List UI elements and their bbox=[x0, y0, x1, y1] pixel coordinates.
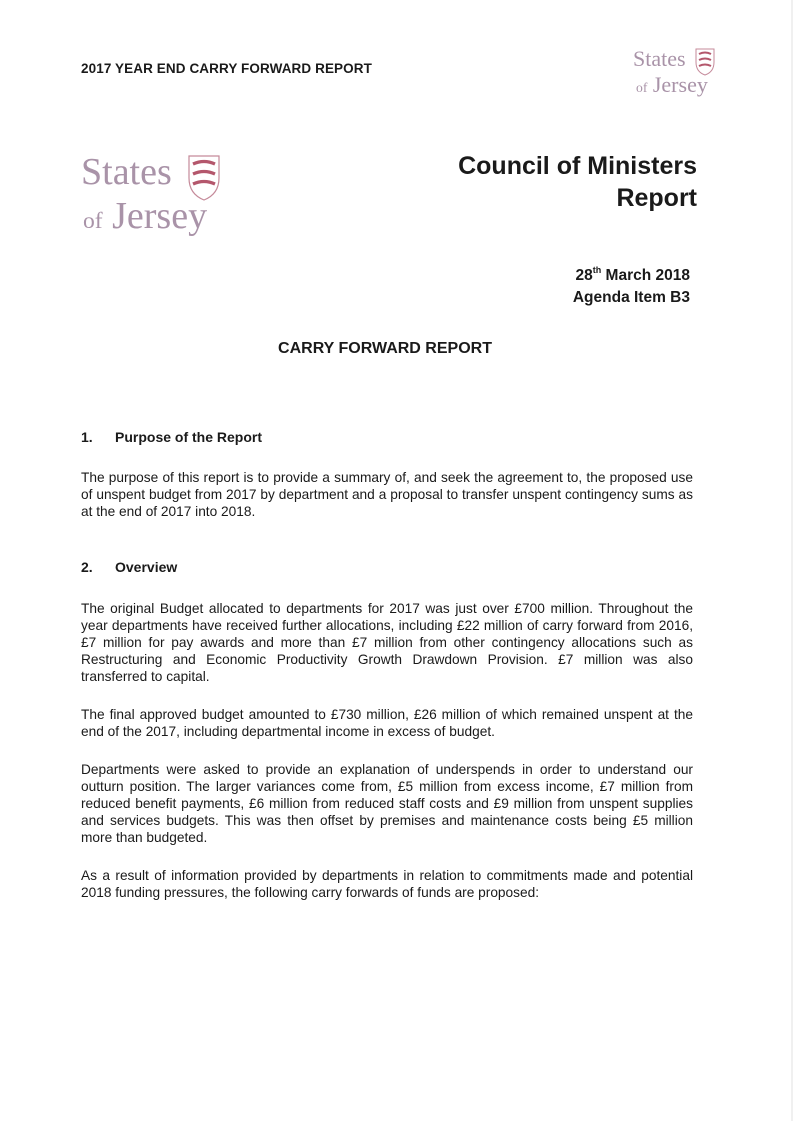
paragraph: Departments were asked to provide an explanation of underspends in order to understand our outturn position. The larger variances come from, £5 million from excess income, £7 million from reduced benefit payments, £6 million from reduced staff costs and £9 million from unspent supplies and services budgets. This was then offset by premises and maintenance costs being £5 million more than budgeted. bbox=[81, 762, 693, 845]
logo-of: of bbox=[83, 208, 103, 234]
logo-of: of bbox=[636, 80, 648, 95]
section-overview-body bbox=[81, 600, 693, 685]
date-month-year: March 2018 bbox=[601, 267, 690, 284]
meeting-date bbox=[573, 259, 690, 287]
section-heading bbox=[81, 429, 693, 445]
paragraph: The original Budget allocated to departments for 2017 was just over £700 million. Throughout the year departments have received further allocations, including £22 million of carry forward from 2016, £7 million for pay awards and more than £7 million from other contingency allocations such as Restructuring and Economic Productivity Growth Drawdown Provision. £7 million was also transferred to capital. bbox=[81, 601, 693, 684]
running-header: 2017 YEAR END CARRY FORWARD REPORT bbox=[81, 61, 372, 76]
section-heading bbox=[81, 559, 693, 575]
report-heading-line2: Report bbox=[616, 184, 697, 212]
logo-line-states: States bbox=[81, 151, 172, 193]
section-title: Purpose of the Report bbox=[115, 429, 263, 445]
section-purpose bbox=[81, 429, 693, 445]
logo-jersey: Jersey bbox=[652, 72, 708, 97]
logo-line-states: States bbox=[633, 46, 686, 71]
paragraph: The final approved budget amounted to £730 million, £26 million of which remained unspent at the end of the 2017, including departmental income in excess of budget. bbox=[81, 707, 693, 739]
section-overview-body bbox=[81, 761, 693, 846]
logo-jersey: Jersey bbox=[112, 195, 208, 237]
document-title: CARRY FORWARD REPORT bbox=[278, 340, 492, 357]
section-number: 2. bbox=[81, 559, 93, 575]
section-overview-body bbox=[81, 706, 693, 740]
date-suffix: th bbox=[592, 265, 602, 275]
crest-icon bbox=[695, 48, 715, 76]
crest-icon bbox=[187, 154, 221, 202]
report-heading bbox=[458, 150, 697, 214]
section-number: 1. bbox=[81, 429, 93, 445]
states-of-jersey-logo bbox=[81, 150, 251, 250]
paragraph: As a result of information provided by departments in relation to commitments made and potential 2018 funding pressures, the following carry forwards of funds are proposed: bbox=[81, 868, 693, 900]
meeting-meta bbox=[573, 259, 690, 309]
states-of-jersey-logo-small bbox=[633, 46, 723, 106]
date-day: 28 bbox=[575, 267, 593, 284]
paragraph: The purpose of this report is to provide a summary of, and seek the agreement to, the proposed use of unspent budget from 2017 by department and a proposal to transfer unspent contingency sums as at the end of 2017 into 2018. bbox=[81, 470, 693, 519]
section-purpose-body bbox=[81, 469, 693, 520]
agenda-item: Agenda Item B3 bbox=[572, 289, 690, 306]
report-heading-line1: Council of Ministers bbox=[458, 152, 697, 180]
section-overview-body bbox=[81, 867, 693, 901]
section-overview bbox=[81, 559, 693, 575]
section-title: Overview bbox=[115, 559, 178, 575]
